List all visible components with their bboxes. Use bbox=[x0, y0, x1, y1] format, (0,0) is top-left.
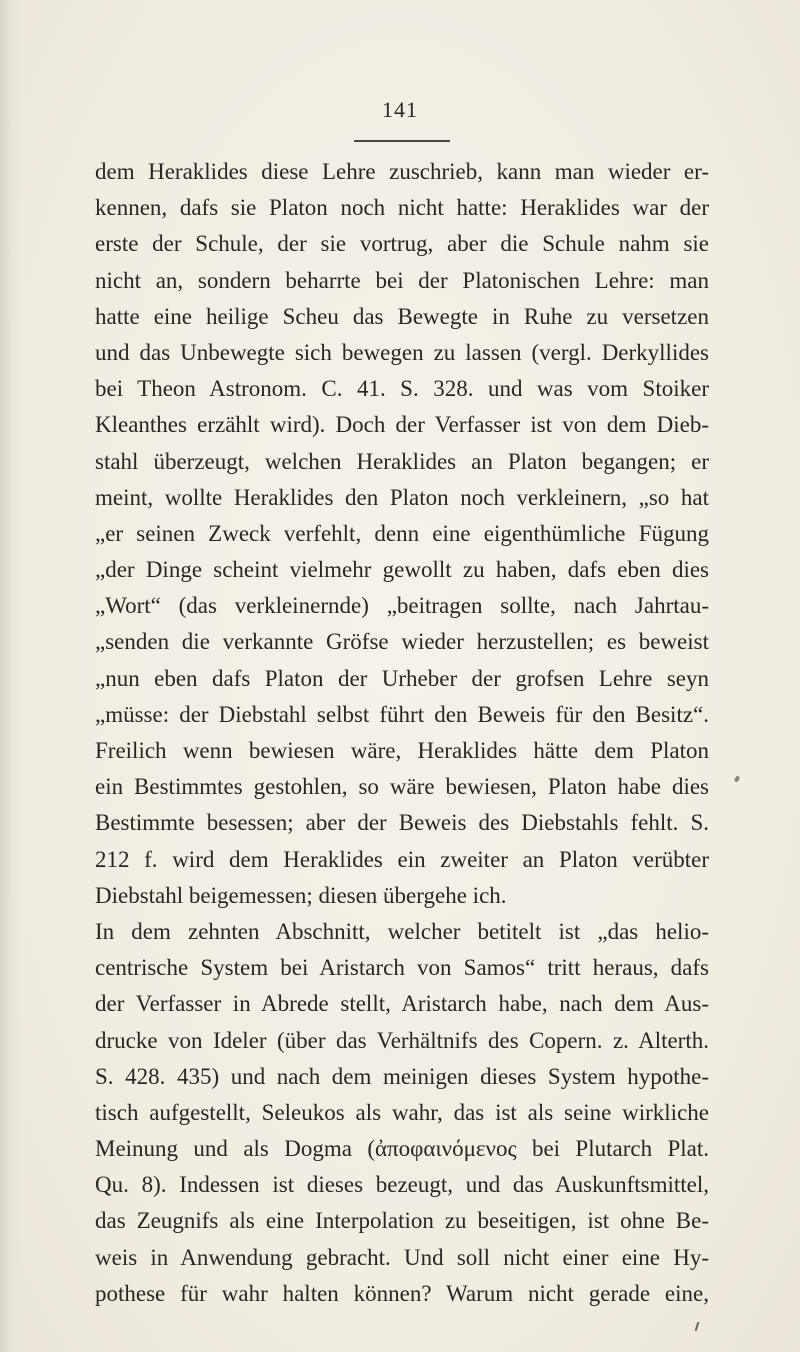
print-speck bbox=[734, 775, 740, 782]
text-line: und das Unbewegte sich bewegen zu lassen (vergl. Derkyllides bbox=[95, 339, 709, 365]
text-line: „nun eben dafs Platon der Urheber der grofsen Lehre seyn bbox=[95, 665, 709, 691]
text-line: pothese für wahr halten können? Warum nicht gerade eine, bbox=[95, 1280, 709, 1306]
text-line: der Verfasser in Abrede stellt, Aristarch habe, nach dem Aus- bbox=[95, 991, 709, 1017]
text-line: „er seinen Zweck verfehlt, denn eine eigenthümliche Fügung bbox=[95, 520, 709, 546]
text-line: In dem zehnten Abschnitt, welcher betitelt ist „das helio- bbox=[95, 918, 709, 944]
text-line: „der Dinge scheint vielmehr gewollt zu haben, dafs eben dies bbox=[95, 557, 709, 583]
text-line: Qu. 8). Indessen ist dieses bezeugt, und das Auskunftsmittel, bbox=[95, 1172, 709, 1198]
text-line: ein Bestimmtes gestohlen, so wäre bewiesen, Platon habe dies bbox=[95, 774, 709, 800]
page-number: 141 bbox=[382, 97, 418, 122]
text-line: drucke von Ideler (über das Verhältnifs des Copern. z. Alterth. bbox=[95, 1027, 709, 1053]
page-number-rule bbox=[354, 140, 450, 142]
text-line: Meinung und als Dogma (ἀποφαινόμενος bei Plutarch Plat. bbox=[95, 1136, 709, 1162]
text-line: Kleanthes erzählt wird). Doch der Verfasser ist von dem Dieb- bbox=[95, 412, 709, 438]
text-line: Diebstahl beigemessen; diesen übergehe ich. bbox=[95, 882, 507, 908]
text-line: S. 428. 435) und nach dem meinigen dieses System hypothe- bbox=[95, 1063, 709, 1089]
text-line: hatte eine heilige Scheu das Bewegte in Ruhe zu versetzen bbox=[95, 303, 709, 329]
text-line: centrische System bei Aristarch von Samos“ tritt heraus, dafs bbox=[95, 955, 709, 981]
body-text bbox=[95, 154, 709, 1312]
print-speck bbox=[695, 1322, 700, 1331]
text-line: „müsse: der Diebstahl selbst führt den Beweis für den Besitz“. bbox=[95, 701, 709, 727]
gutter-shadow bbox=[0, 0, 22, 1352]
text-line: nicht an, sondern beharrte bei der Platonischen Lehre: man bbox=[95, 267, 709, 293]
text-line: „senden die verkannte Gröfse wieder herzustellen; es beweist bbox=[95, 629, 709, 655]
text-line: stahl überzeugt, welchen Heraklides an Platon begangen; er bbox=[95, 448, 709, 474]
text-line: dem Heraklides diese Lehre zuschrieb, kann man wieder er- bbox=[95, 159, 709, 184]
text-line: 212 f. wird dem Heraklides ein zweiter an Platon verübter bbox=[95, 846, 709, 872]
text-line: das Zeugnifs als eine Interpolation zu beseitigen, ist ohne Be- bbox=[95, 1208, 709, 1234]
text-line: erste der Schule, der sie vortrug, aber die Schule nahm sie bbox=[95, 231, 709, 257]
text-line: kennen, dafs sie Platon noch nicht hatte: Heraklides war der bbox=[95, 195, 709, 221]
text-line: meint, wollte Heraklides den Platon noch verkleinern, „so hat bbox=[95, 484, 709, 510]
text-line: Freilich wenn bewiesen wäre, Heraklides hätte dem Platon bbox=[95, 738, 709, 763]
text-line: bei Theon Astronom. C. 41. S. 328. und was vom Stoiker bbox=[95, 376, 709, 402]
text-line: Bestimmte besessen; aber der Beweis des Diebstahls fehlt. S. bbox=[95, 810, 709, 836]
text-line: tisch aufgestellt, Seleukos als wahr, das ist als seine wirkliche bbox=[95, 1099, 709, 1125]
text-line: weis in Anwendung gebracht. Und soll nicht einer eine Hy- bbox=[95, 1244, 709, 1270]
text-line: „Wort“ (das verkleinernde) „beitragen sollte, nach Jahrtau- bbox=[95, 593, 709, 619]
